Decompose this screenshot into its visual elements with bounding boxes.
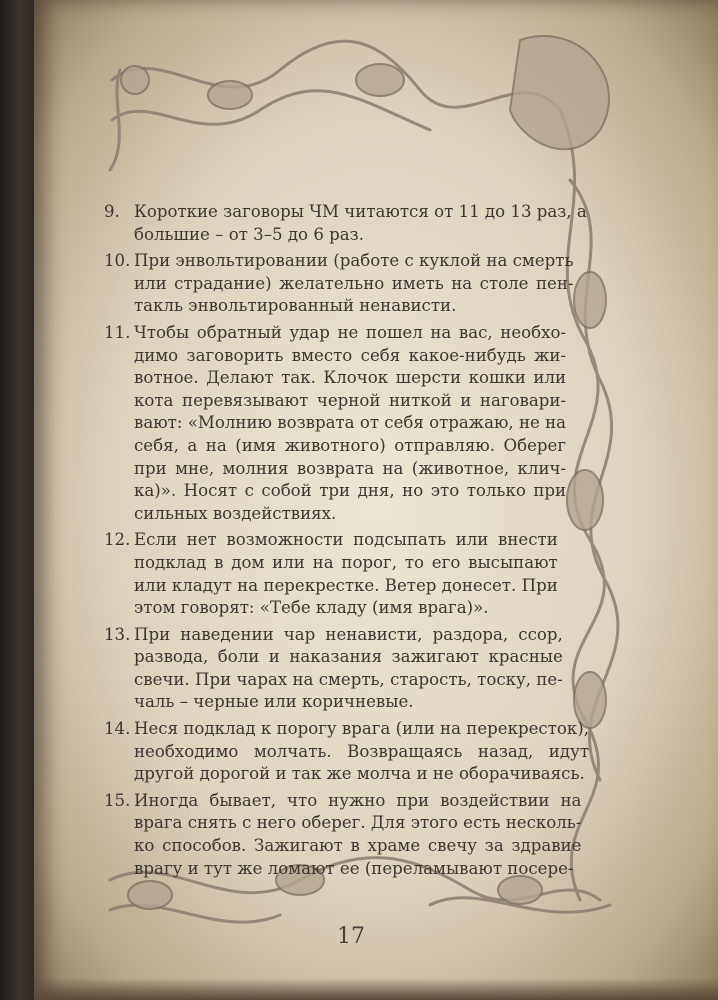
text-line: димо заговорить вместо себя какое-нибудь жи-	[134, 345, 567, 365]
text-line: вают: «Молнию возврата от себя отражаю, не на	[134, 413, 567, 433]
text-line: При энвольтировании (работе с куклой на смерть	[134, 251, 574, 271]
item-text	[134, 322, 566, 525]
text-line: подклад в дом или на порог, то его высыпают	[134, 552, 558, 572]
text-line: кота перевязывают черной ниткой и наговари-	[134, 390, 567, 410]
item-number: 12.	[104, 530, 131, 550]
text-line: Если нет возможности подсыпать или внести	[134, 530, 558, 550]
item-text	[134, 250, 574, 318]
text-line: свечи. При чарах на смерть, старость, тоску, пе-	[134, 669, 563, 689]
list-item	[104, 624, 563, 714]
text-line: такль энвольтированный ненависти.	[134, 296, 457, 316]
list-item	[104, 718, 590, 786]
item-text	[134, 529, 558, 619]
text-line: или кладут на перекрестке. Ветер донесет. При	[134, 575, 558, 595]
text-line: Неся подклад к порогу врага (или на перекресток),	[134, 719, 590, 739]
item-text	[134, 624, 563, 714]
text-line: При наведении чар ненависти, раздора, ссор,	[134, 624, 563, 644]
text-line: при мне, молния возврата на (животное, клич-	[134, 458, 567, 478]
text-line: ка)». Носят с собой три дня, но это только при	[134, 481, 567, 501]
list-item	[104, 201, 587, 246]
item-text	[134, 718, 589, 786]
list-item	[104, 250, 574, 318]
list-item	[104, 529, 558, 619]
text-line: врагу и тут же ломают ее (переламывают посере-	[134, 858, 574, 878]
text-line: развода, боли и наказания зажигают красные	[134, 647, 563, 667]
body-text	[104, 201, 590, 884]
text-line: себя, а на (имя животного) отправляю. Оберег	[134, 435, 567, 455]
list-item	[104, 322, 567, 525]
text-line: врага снять с него оберег. Для этого есть несколь-	[134, 813, 582, 833]
item-number: 9.	[104, 202, 120, 221]
text-line: чаль – черные или коричневые.	[134, 692, 414, 712]
item-number: 11.	[104, 322, 131, 342]
text-line: вотное. Делают так. Клочок шерсти кошки или	[134, 368, 567, 388]
text-line: сильных воздействиях.	[134, 503, 337, 523]
item-number: 15.	[104, 790, 131, 810]
text-line: необходимо молчать. Возвращаясь назад, идут	[134, 741, 590, 761]
text-line: большие – от 3–5 до 6 раз.	[134, 224, 364, 244]
text-line: Чтобы обратный удар не пошел на вас, необхо-	[134, 322, 567, 342]
text-line: Короткие заговоры ЧМ читаются от 11 до 13 раз, а	[134, 202, 587, 221]
text-line: другой дорогой и так же молча и не оборачиваясь.	[134, 764, 585, 784]
item-text	[134, 790, 581, 880]
item-number: 13.	[104, 624, 131, 644]
item-number: 14.	[104, 719, 131, 739]
page-number: 17	[337, 924, 365, 949]
item-number: 10.	[104, 251, 131, 271]
text-line: ко способов. Зажигают в храме свечу за здравие	[134, 836, 582, 856]
list-item	[104, 790, 582, 880]
text-line: этом говорят: «Тебе кладу (имя врага)».	[134, 598, 489, 618]
item-text	[134, 201, 587, 246]
text-line: Иногда бывает, что нужно при воздействии на	[134, 790, 582, 810]
text-line: или страдание) желательно иметь на столе пен-	[134, 273, 574, 293]
